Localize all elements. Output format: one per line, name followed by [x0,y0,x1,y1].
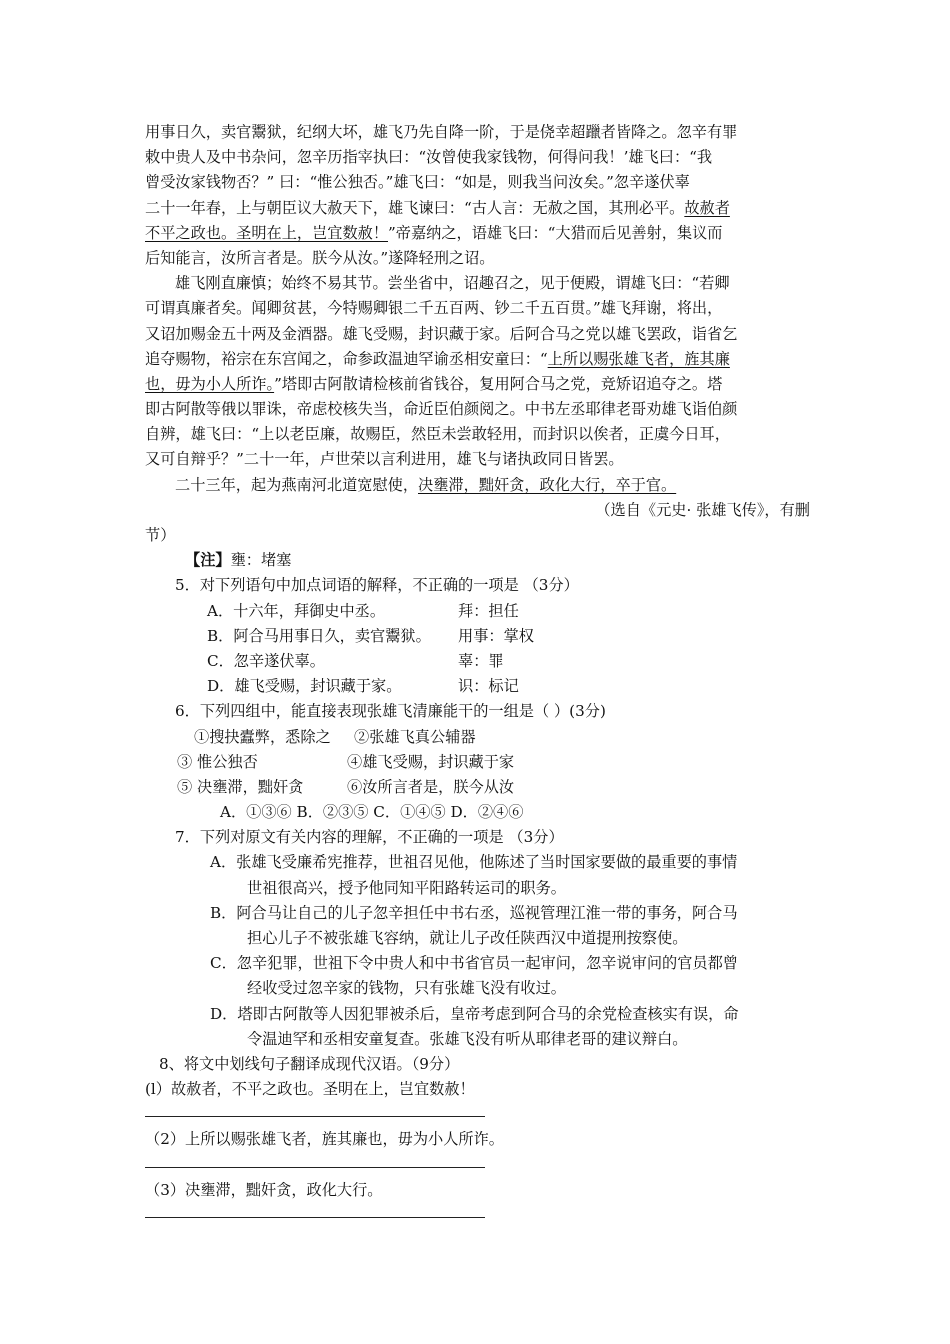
q5-option-c: C．忽辛遂伏辜。 辜：罪 [207,651,504,670]
passage-line: 不平之政也。圣明在上，岂宜数赦！”帝嘉纳之，语雄飞曰：“大猎而后见善射，集议而 [145,223,723,242]
q5-option-a: A．十六年，拜御史中丞。 拜：担任 [207,601,519,620]
q7-option-d-cont: 令温迪罕和丞相安童复查。张雄飞没有听从耶律老哥的建议辩白。 [247,1029,688,1048]
question-6-stem: 6．下列四组中，能直接表现张雄飞清廉能干的一组是（ ）(3分) [175,702,606,721]
underlined-sentence-1: 不平之政也。圣明在上，岂宜数赦！ [145,223,388,242]
q7-option-a-cont: 世祖很高兴，授予他同知平阳路转运司的职务。 [247,878,566,897]
passage-line: 即古阿散等俄以罪诛，帝虑校核失当，命近臣伯颜阅之。中书左丞耶律老哥劝雄飞诣伯颜 [145,400,738,419]
answer-line[interactable] [145,1217,485,1218]
passage-line: 敕中贵人及中书杂问，忽辛历指宰执曰：“汝曾使我家钱物，何得问我！’雄飞曰：“我 [145,148,713,167]
q7-option-a: A．张雄飞受廉希宪推荐，世祖召见他，他陈述了当时国家要做的最重要的事情 [210,853,738,872]
source-citation: （选自《元史· 张雄飞传》，有删 [595,500,810,519]
q6-item-row: ①搜抉蠹弊，悉除之 ②张雄飞真公辅器 [194,727,476,746]
passage-line: 二十一年春，上与朝臣议大赦天下，雄飞谏曰：“古人言：无赦之国，其刑必平。故赦者 [145,198,730,217]
footnote: 【注】壅：堵塞 [185,551,292,570]
passage-line: 雄飞刚直廉慎；始终不易其节。尝坐省中，诏趣召之，见于便殿，谓雄飞曰：“若卿 [175,274,730,293]
exam-page [145,120,810,1228]
q8-item-2: （2）上所以赐张雄飞者，旌其廉也，毋为小人所诈。 [145,1130,504,1149]
passage-line: 用事日久，卖官鬻狱，纪纲大坏，雄飞乃先自降一阶，于是侥幸超躐者皆降之。忽辛有罪 [145,123,738,141]
question-5-stem: 5．对下列语句中加点词语的解释，不正确的一项是 （3分） [175,576,579,595]
passage-line: 自辨，雄飞曰：“上以老臣廉，故赐臣，然臣未尝敢轻用，而封识以俟者，正虞今日耳， [145,425,730,444]
q6-choices: A．①③⑥ B．②③⑤ C．①④⑤ D．②④⑥ [220,803,524,822]
source-citation-cont: 节） [145,526,176,544]
underlined-sentence-3: 决壅滞，黜奸贪，政化大行，卒于官。 [418,475,677,494]
passage-line: 曾受汝家钱物否？” 曰：“惟公独否。”雄飞曰：“如是，则我当问汝矣。”忽辛遂伏辜 [145,173,690,192]
passage-line: 可谓真廉者矣。闻卿贫甚，今特赐卿银二千五百两、钞二千五百贯。”雄飞拜谢，将出， [145,299,723,318]
question-8-stem: 8、将文中划线句子翻译成现代汉语。（9分） [159,1054,460,1073]
q7-option-b-cont: 担心儿子不被张雄飞容纳，就让儿子改任陕西汉中道提刑按察使。 [247,929,688,947]
question-7-stem: 7．下列对原文有关内容的理解，不正确的一项是 （3分） [175,828,564,847]
q5-option-d: D．雄飞受赐，封识藏于家。 识：标记 [207,677,519,696]
q7-option-b: B．阿合马让自己的儿子忽辛担任中书右丞，巡视管理江淮一带的事务，阿合马 [210,903,738,922]
passage-line: 后知能言，汝所言者是。朕今从汝。”遂降轻刑之诏。 [145,248,495,267]
underlined-sentence-1: 故赦者 [684,198,730,217]
passage-line: 也，毋为小人所诈。”塔即古阿散请检核前省钱谷，复用阿合马之党，竞矫诏追夺之。塔 [145,374,723,393]
underlined-sentence-2: 也，毋为小人所诈。 [145,374,275,393]
passage-line: 追夺赐物，裕宗在东宫闻之，命参政温迪罕谕丞相安童曰：“上所以赐张雄飞者，旌其廉 [145,349,730,368]
q8-item-1: (l）故赦者，不平之政也。圣明在上，岂宜数赦！ [145,1080,475,1099]
q6-item-row: ⑤ 决壅滞，黜奸贪 ⑥汝所言者是，朕今从汝 [177,777,515,796]
underlined-sentence-2: 上所以赐张雄飞者，旌其廉 [547,349,730,368]
q6-item-row: ③ 惟公独否 ④雄飞受赐，封识藏于家 [177,752,515,771]
q5-option-b: B．阿合马用事日久，卖官鬻狱。 用事：掌权 [207,626,534,645]
q7-option-c-cont: 经收受过忽辛家的钱物，只有张雄飞没有收过。 [247,979,566,998]
passage-line: 又可自辩乎？”二十一年，卢世荣以言利进用，雄飞与诸执政同日皆罢。 [145,450,624,469]
passage-line: 又诏加赐金五十两及金酒器。雄飞受赐，封识藏于家。后阿合马之党以雄飞罢政，诣省乞 [145,324,738,343]
answer-line[interactable] [145,1167,485,1168]
q7-option-d: D．塔即古阿散等人因犯罪被杀后，皇帝考虑到阿合马的余党检查核实有误，命 [210,1004,739,1023]
passage-line: 二十三年，起为燕南河北道宽慰使，决壅滞，黜奸贪，政化大行，卒于官。 [175,475,677,494]
q8-item-3: （3）决壅滞，黜奸贪，政化大行。 [145,1180,383,1199]
q7-option-c: C．忽辛犯罪，世祖下令中贵人和中书省官员一起审问，忽辛说审问的官员都曾 [210,954,738,973]
answer-line[interactable] [145,1116,485,1117]
